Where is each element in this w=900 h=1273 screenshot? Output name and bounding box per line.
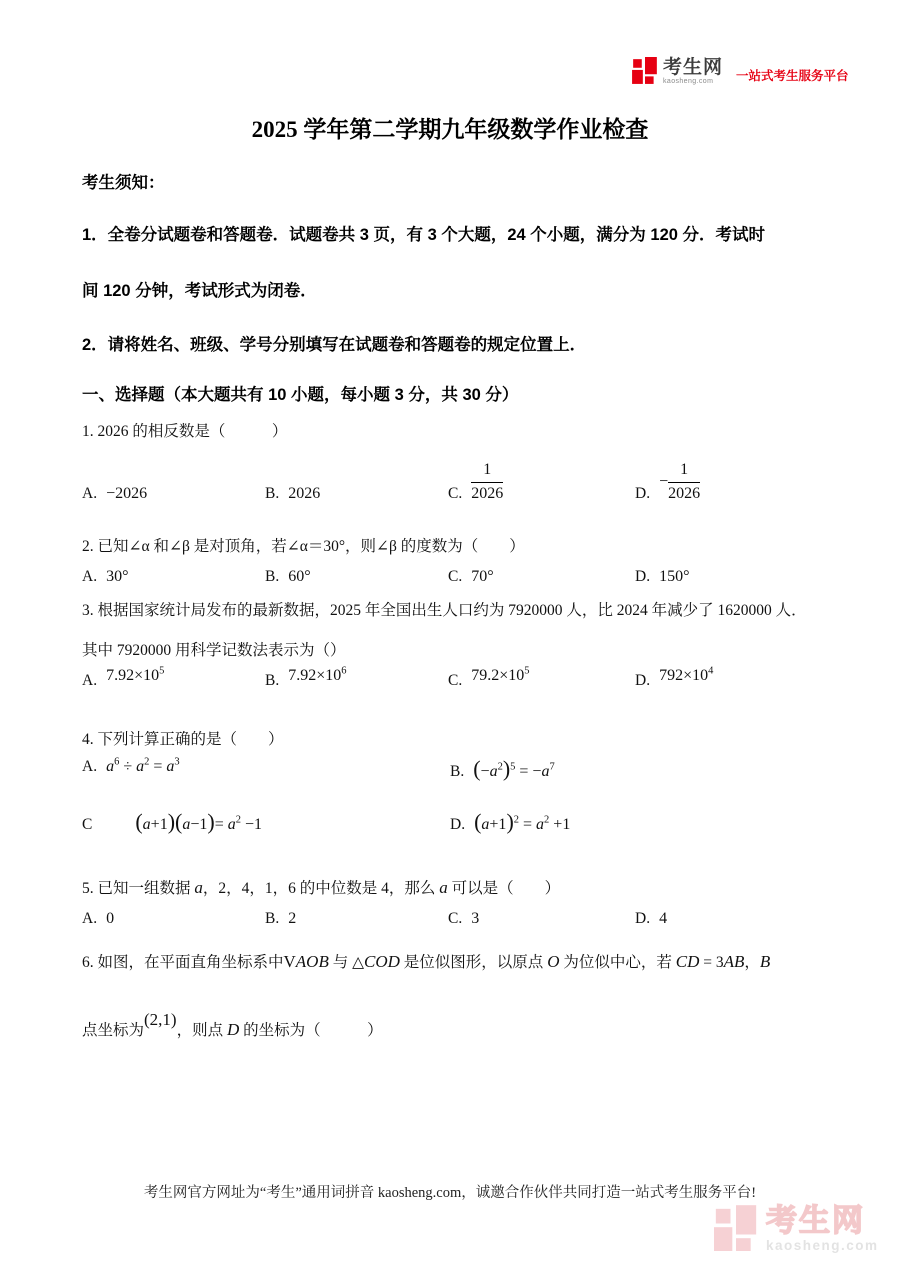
q3-option-d: D. $792\times 10^4$ — [635, 665, 714, 689]
question-4-options-row-2 — [82, 811, 870, 857]
kaosheng-logo — [632, 57, 849, 85]
footer-note: 考生网官方网址为“考生”通用词拼音 kaosheng.com，诚邀合作伙伴共同打造一站式考生服务平台! — [143, 1185, 757, 1201]
q4-option-a: A. $a^6 \div a^2 = a^3$ — [82, 756, 180, 775]
question-1-stem: 1. 2026 的相反数是（ ） — [82, 423, 288, 440]
notice-2: 2．请将姓名、班级、学号分别填写在试题卷和答题卷的规定位置上． — [82, 336, 587, 354]
exam-title: 2025 学年第二学期九年级数学作业检查 — [251, 117, 649, 142]
question-5-options — [82, 910, 870, 928]
notice-1-line-2: 间 120 分钟，考试形式为闭卷． — [82, 282, 317, 300]
question-4-stem: 4. 下列计算正确的是（ ） — [82, 731, 284, 748]
question-2-stem: 2. 已知∠α 和∠β 是对顶角，若∠α＝30°，则∠β 的度数为（ ） — [82, 538, 525, 555]
notice-heading: 考生须知： — [82, 174, 165, 192]
q1-option-b: B. 2026 — [265, 485, 321, 502]
watermark-text — [766, 1205, 879, 1253]
notice-1-line-1: 1．全卷分试题卷和答题卷．试题卷共 3 页，有 3 个大题，24 个小题，满分为 120 分．考试时 — [82, 226, 766, 244]
q3-option-b: B. $7.92\times 10^6$ — [265, 665, 347, 689]
q3-option-c: C. $79.2\times 10^5$ — [448, 665, 530, 689]
watermark-domain: kaosheng.com — [766, 1238, 879, 1253]
logo-domain: kaosheng.com — [663, 78, 714, 85]
kaosheng-blocks-icon — [632, 57, 658, 85]
q1-option-c: C. $\frac{1}{2026}$ — [448, 461, 504, 502]
section-1-heading: 一、选择题（本大题共有 10 小题，每小题 3 分，共 30 分） — [82, 386, 519, 404]
q4-option-d: D. $(a+1)^2 = a^2 +1$ — [450, 809, 571, 834]
question-3-options — [82, 665, 870, 704]
q3-option-a: A. $7.92\times 10^5$ — [82, 665, 165, 689]
q4-option-b: B. $(-a^2)^5 = -a^7$ — [450, 756, 555, 781]
q5-option-c: C. 3 — [448, 910, 480, 927]
question-1-options — [82, 447, 870, 503]
question-6-stem-line-1: 6. 如图，在平面直角坐标系中VAOB 与 △COD 是位似图形，以原点 O 为位似中心，若 CD = 3AB，B — [82, 952, 771, 971]
question-4-options-row-1 — [82, 758, 870, 804]
question-3-stem-line-1: 3. 根据国家统计局发布的最新数据，2025 年全国出生人口约为 7920000 人，比 2024 年减少了 1620000 人． — [82, 602, 807, 619]
question-3-stem-line-2: 其中 7920000 用科学记数法表示为（） — [82, 642, 346, 659]
question-2-options — [82, 568, 870, 586]
logo-text — [663, 58, 723, 85]
logo-name: 考生网 — [663, 57, 724, 78]
kaosheng-watermark-blocks-icon — [714, 1205, 758, 1253]
logo-tagline: 一站式考生服务平台 — [736, 69, 849, 83]
q2-option-c: C. 70° — [448, 568, 494, 585]
question-5-stem: 5. 已知一组数据 a，2，4，1，6 的中位数是 4，那么 a 可以是（ ） — [82, 878, 561, 897]
q5-option-a: A. 0 — [82, 910, 115, 927]
q1-option-a: A. −2026 — [82, 485, 148, 502]
q2-option-a: A. 30° — [82, 568, 129, 585]
question-6-stem-line-2: 点坐标为(2,1)，则点 D 的坐标为（ ） — [82, 1010, 383, 1039]
q4-option-c: C $(a+1)(a-1)= a^2 -1$ — [82, 809, 263, 834]
q1-option-d: D. − $\frac{1}{2026}$ — [635, 461, 701, 502]
q5-option-d: D. 4 — [635, 910, 668, 927]
kaosheng-watermark — [714, 1205, 879, 1253]
q5-option-b: B. 2 — [265, 910, 297, 927]
q2-option-d: D. 150° — [635, 568, 690, 585]
q2-option-b: B. 60° — [265, 568, 311, 585]
watermark-name: 考生网 — [766, 1203, 865, 1238]
